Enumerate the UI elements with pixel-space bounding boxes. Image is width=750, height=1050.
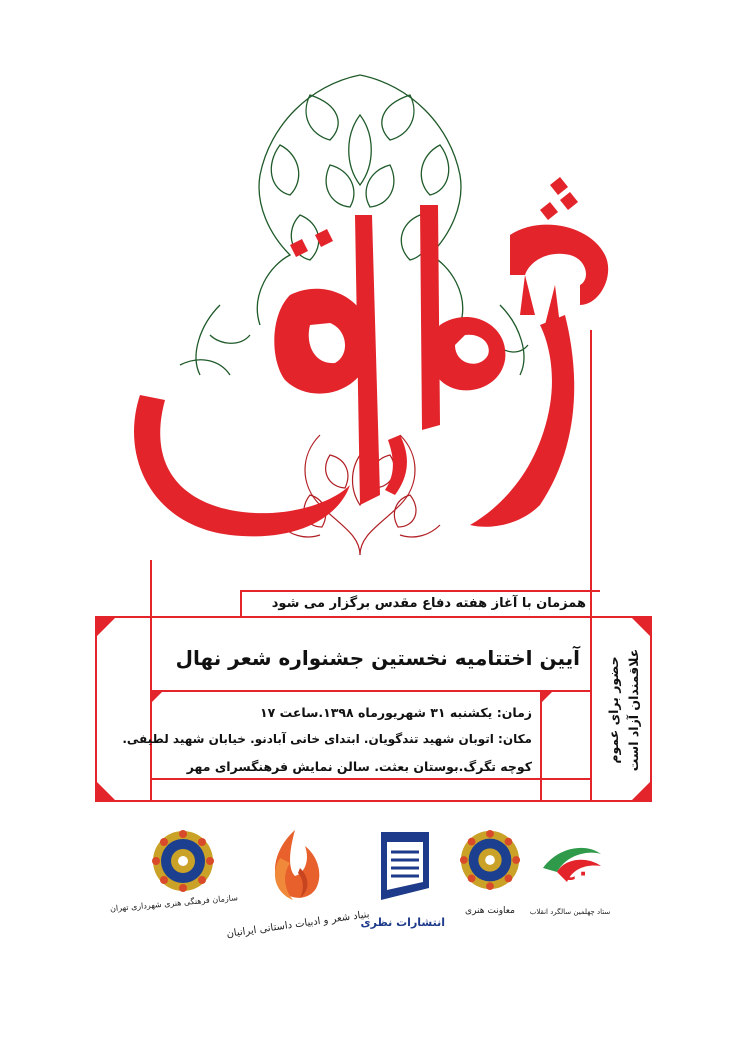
details-place-line2: کوچه تگرگ.بوستان بعثت. سالن نمایش فرهنگسرای مهر [186, 759, 532, 774]
details-place-line1: مکان: اتوبان شهید تندگویان. ابتدای خانی آبادنو. خیابان شهید لطیفی. [122, 732, 532, 746]
frame-line-side-divider [540, 690, 542, 800]
side-note-line1: حضور برای عموم [606, 656, 621, 764]
details-time: زمان: یکشنبه ۳۱ شهریورماه ۱۳۹۸.ساعت ۱۷ [260, 705, 532, 720]
logo-art-deputy [455, 828, 525, 938]
frame-line-main-left [95, 616, 97, 802]
side-note-line2: علاقمندان آزاد است [626, 648, 641, 772]
svg-text:٤٠: ٤٠ [563, 861, 590, 886]
calligraphy-title-art [110, 175, 630, 555]
flame-emblem-icon [265, 828, 325, 908]
headline: آیین اختتامیه نخستین جشنواره شعر نهال [175, 646, 580, 670]
frame-line-details-bottom [150, 778, 592, 780]
frame-line-main-top [95, 616, 652, 618]
book-emblem-icon [373, 828, 437, 904]
corner-triangle-mid-left [152, 692, 162, 702]
logo-cultural-org [109, 828, 239, 933]
logo-nazari-publications [360, 828, 445, 938]
frame-line-left-subtitle [240, 590, 242, 618]
frame-line-main-right [650, 616, 652, 802]
logo-caption-forty: ستاد چهلمین سالگرد انقلاب [529, 908, 611, 916]
side-note [598, 630, 646, 798]
calligraphy-title: شعرنهال [110, 175, 114, 176]
corner-triangle-top-left [97, 618, 115, 636]
frame-line-main-bottom [95, 800, 652, 802]
frame-line-middle [150, 690, 592, 692]
logo-caption-nazari: انتشارات نظری [360, 916, 445, 929]
corner-triangle-side-top [542, 692, 552, 702]
rosette-emblem-icon [458, 828, 522, 892]
subtitle: همزمان با آغاز هفته دفاع مقدس برگزار می شود [271, 596, 586, 611]
forty-emblem-icon [537, 838, 607, 894]
corner-triangle-bottom-left [97, 782, 115, 800]
logo-caption-poetry-foundation: بنیاد شعر و ادبیات داستانی ایرانیان [225, 909, 371, 940]
rosette-emblem-icon [150, 828, 216, 894]
frame-line-left-vertical [150, 560, 152, 800]
logo-caption-cultural-org: سازمان فرهنگی هنری شهرداری تهران [109, 893, 239, 914]
frame-line-top-subtitle [240, 590, 600, 592]
logo-forty-anniversary [529, 838, 611, 938]
frame-line-right-vertical [590, 330, 592, 800]
logo-poetry-foundation [225, 818, 371, 968]
logo-caption-art-deputy: معاونت هنری [465, 906, 515, 916]
